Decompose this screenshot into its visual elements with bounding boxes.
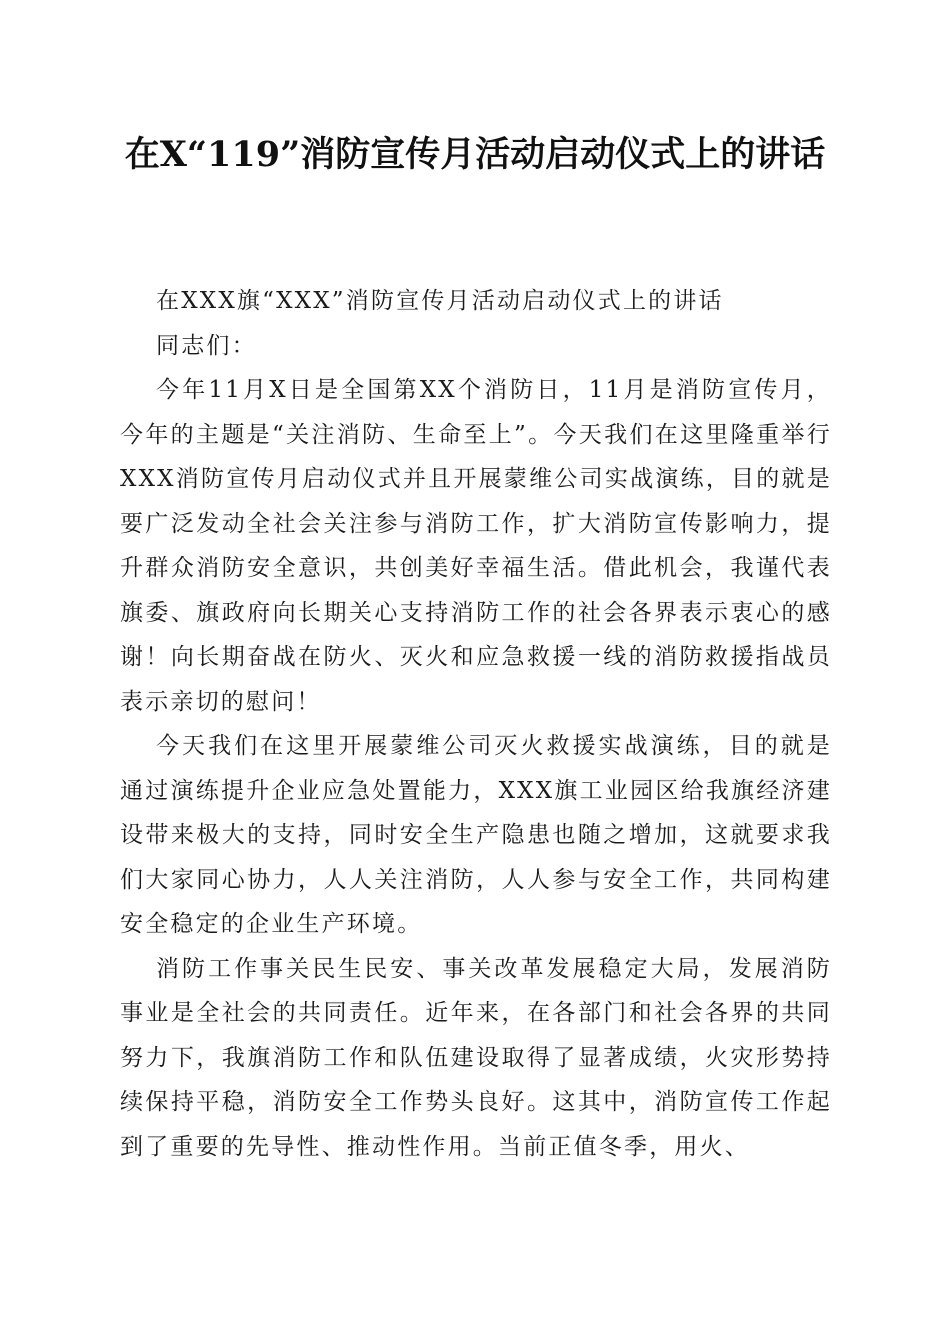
paragraph-subtitle: 在XXX旗“XXX”消防宣传月活动启动仪式上的讲话	[156, 288, 724, 314]
paragraph-fire-day: 今年11月X日是全国第XX个消防日，11月是消防宣传月，今年的主题是“关注消防、生命至上”。今天我们在这里隆重举行XXX消防宣传月启动仪式并且开展蒙维公司实战演练，目的就是要广泛发动全社会关注参与消防工作，扩大消防宣传影响力，提升群众消防安全意识，共创美好幸福生活。借此机会，我谨代表旗委、旗政府向长期关心支持消防工作的社会各界表示衷心的感谢！向长期奋战在防火、灭火和应急救援一线的消防救援指战员表示亲切的慰问！	[120, 377, 832, 715]
document-title: 在X“119”消防宣传月活动启动仪式上的讲话	[124, 134, 826, 175]
paragraph-drill: 今天我们在这里开展蒙维公司灭火救援实战演练，目的就是通过演练提升企业应急处置能力，XXX旗工业园区给我旗经济建设带来极大的支持，同时安全生产隐患也随之增加，这就要求我们大家同心协力，人人关注消防，人人参与安全工作，共同构建安全稳定的企业生产环境。	[120, 733, 832, 937]
paragraph-salutation: 同志们：	[156, 332, 257, 359]
document-body	[120, 279, 832, 1169]
paragraph-responsibility: 消防工作事关民生民安、事关改革发展稳定大局，发展消防事业是全社会的共同责任。近年来，在各部门和社会各界的共同努力下，我旗消防工作和队伍建设取得了显著成绩，火灾形势持续保持平稳，消防安全工作势头良好。这其中，消防宣传工作起到了重要的先导性、推动性作用。当前正值冬季，用火、	[120, 955, 832, 1160]
